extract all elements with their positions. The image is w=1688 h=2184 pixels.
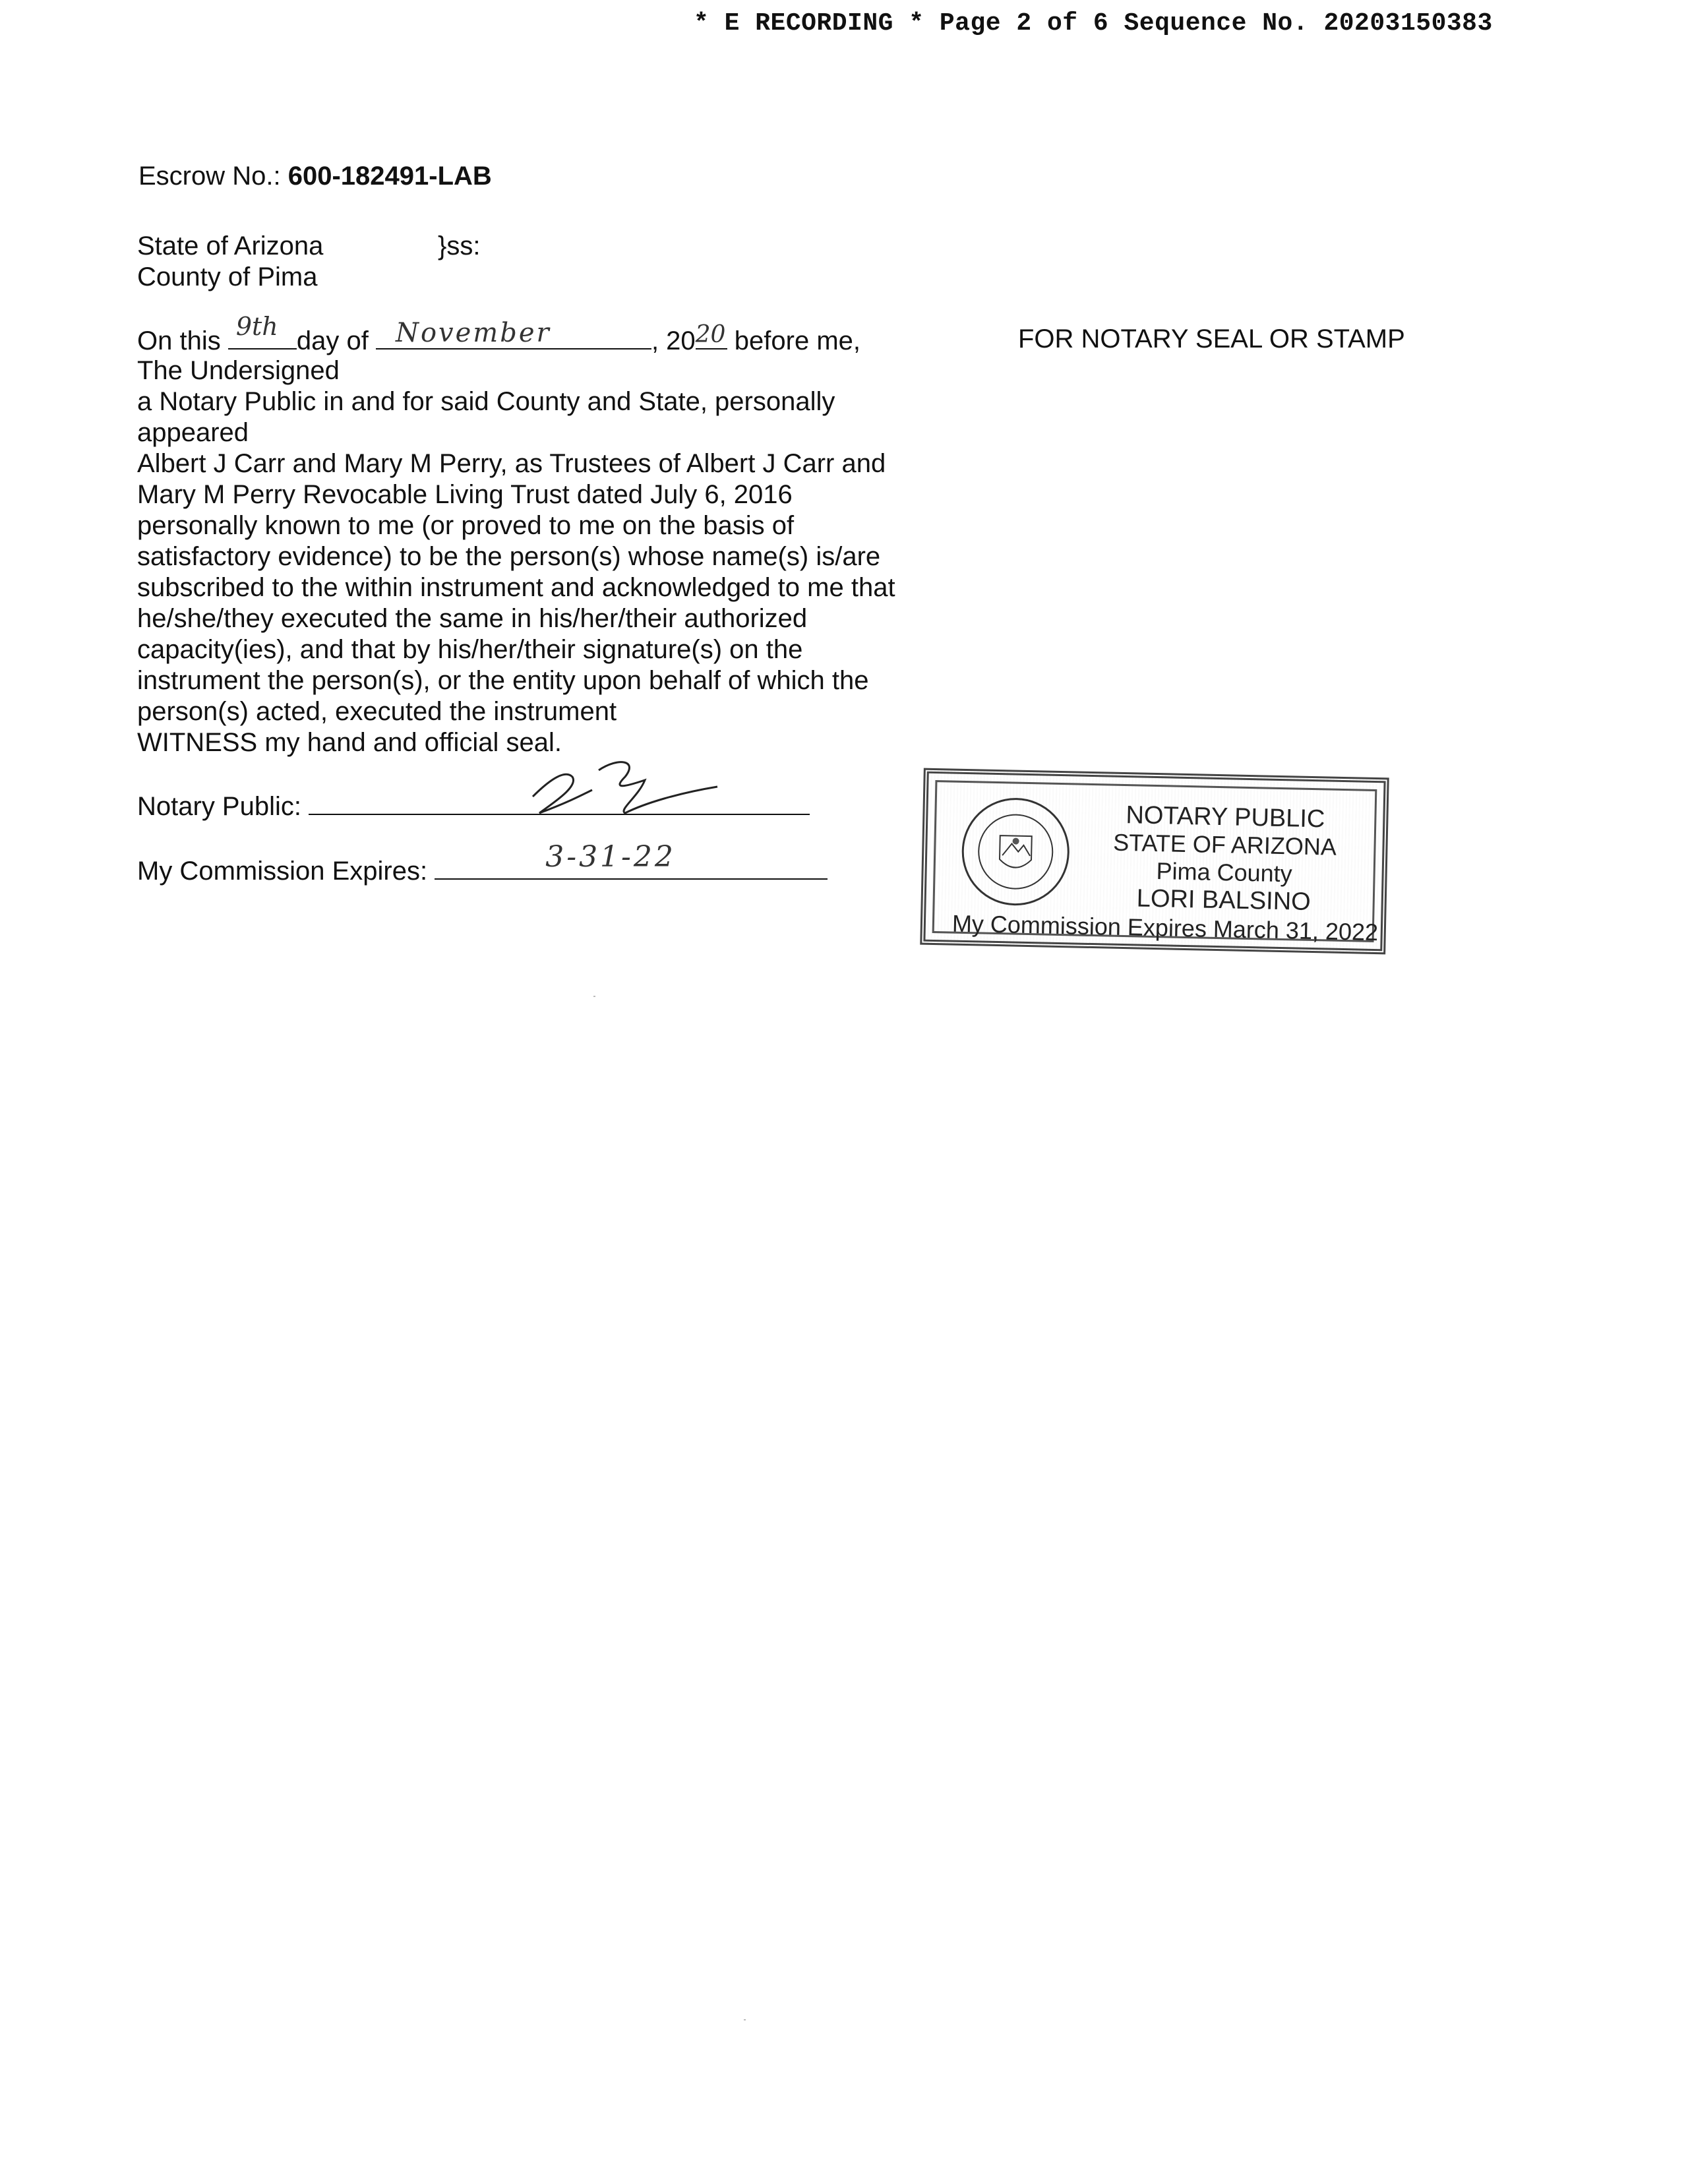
ack-line: instrument the person(s), or the entity upon behalf of which the <box>137 666 869 695</box>
stamp-expiration: My Commission Expires March 31, 2022 <box>951 909 1379 946</box>
handwritten-expiry: 3-31-22 <box>545 840 676 874</box>
ack-line: person(s) acted, executed the instrument <box>137 697 617 726</box>
ack-line: personally known to me (or proved to me on the basis of <box>137 511 795 540</box>
stamp-text <box>1081 801 1367 917</box>
year-blank <box>695 321 727 349</box>
state-seal-icon <box>959 795 1072 908</box>
notary-label: Notary Public: <box>137 792 301 821</box>
ack-line: Albert J Carr and Mary M Perry, as Trustees of Albert J Carr and <box>137 449 886 478</box>
commission-label: My Commission Expires: <box>137 857 428 886</box>
escrow-number-line <box>138 161 492 192</box>
scan-speck <box>593 996 595 997</box>
commission-blank <box>435 840 828 880</box>
acknowledgment-date-line <box>137 312 860 357</box>
ack-line: The Undersigned <box>137 356 340 385</box>
notary-stamp <box>920 768 1389 955</box>
escrow-label: Escrow No.: <box>138 162 281 191</box>
stamp-line-state: STATE OF ARIZONA <box>1112 828 1337 861</box>
ack-line: WITNESS my hand and official seal. <box>137 728 562 757</box>
ack-line: appeared <box>137 418 249 447</box>
day-blank <box>228 312 297 349</box>
notary-signature-blank <box>309 790 810 815</box>
stamp-line-name: LORI BALSINO <box>1136 884 1311 916</box>
recording-header: * E RECORDING * Page 2 of 6 Sequence No. 20203150383 <box>694 9 1493 38</box>
before-me-label: before me, <box>734 326 860 355</box>
ack-line: satisfactory evidence) to be the person(s) whose name(s) is/are <box>137 542 881 571</box>
ack-line: Mary M Perry Revocable Living Trust dated July 6, 2016 <box>137 480 793 509</box>
on-this-label: On this <box>137 326 221 355</box>
acknowledgment-paragraph <box>137 355 895 758</box>
notary-signature-line <box>137 790 810 822</box>
venue-county: County of Pima <box>137 262 318 291</box>
scan-speck <box>744 2019 746 2020</box>
venue-state: State of Arizona <box>137 231 324 260</box>
day-of-label: day of <box>296 326 369 355</box>
year-prefix: , 20 <box>651 326 696 355</box>
commission-expires-line <box>137 840 828 887</box>
ack-line: capacity(ies), and that by his/her/their signature(s) on the <box>137 635 803 664</box>
escrow-number: 600-182491-LAB <box>287 162 492 191</box>
venue-ss: }ss: <box>438 231 481 260</box>
notary-signature <box>526 750 724 823</box>
stamp-line-county: Pima County <box>1156 857 1293 888</box>
stamp-line-notary-public: NOTARY PUBLIC <box>1126 801 1325 834</box>
month-blank <box>376 318 651 349</box>
ack-line: a Notary Public in and for said County and State, personally <box>137 387 835 416</box>
ack-line: subscribed to the within instrument and acknowledged to me that <box>137 573 895 602</box>
handwritten-month: November <box>395 318 551 348</box>
handwritten-day: 9th <box>235 312 278 341</box>
venue-block <box>137 231 481 293</box>
handwritten-year: 20 <box>695 321 726 348</box>
seal-area-label: FOR NOTARY SEAL OR STAMP <box>1018 324 1405 353</box>
ack-line: he/she/they executed the same in his/her/their authorized <box>137 604 808 633</box>
